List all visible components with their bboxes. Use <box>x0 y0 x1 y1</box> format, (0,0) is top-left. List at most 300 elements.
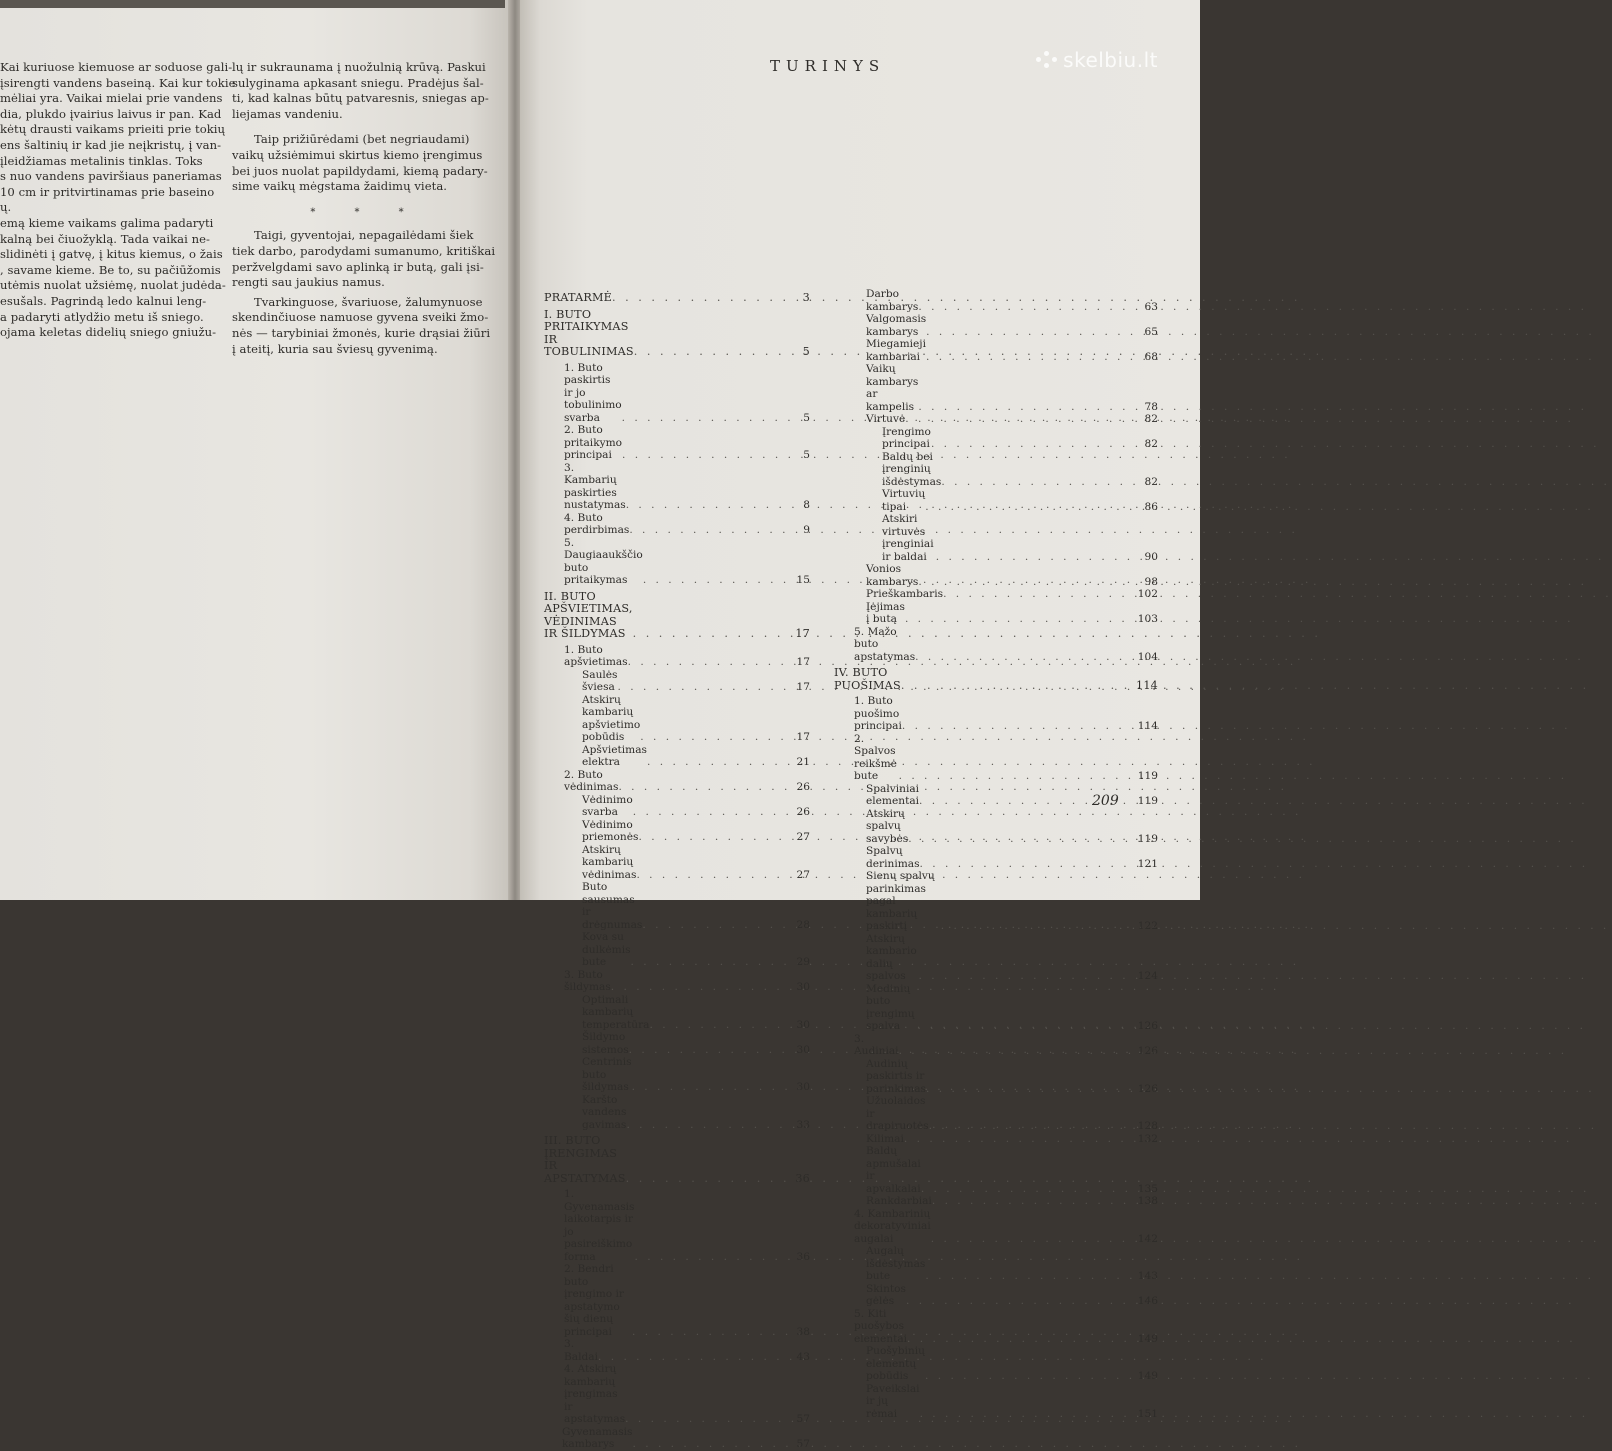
toc-leader-dots <box>628 656 782 669</box>
toc-page-number: 17 <box>796 731 810 743</box>
toc-leader-dots <box>932 1195 1130 1208</box>
watermark <box>1036 48 1158 72</box>
text-line: , savame kieme. Be to, su pačiūžomis <box>0 262 221 277</box>
text-line: 10 cm ir pritvirtinamas prie baseino <box>0 184 215 199</box>
toc-page-number: 103 <box>1137 613 1158 625</box>
toc-page-number: 122 <box>1137 920 1158 932</box>
toc-entry-title: Virtuvių tipai <box>882 488 926 513</box>
toc-leader-dots <box>925 501 1130 514</box>
toc-leader-dots <box>638 831 782 844</box>
toc-entry <box>834 338 1158 363</box>
toc-entry <box>544 819 810 844</box>
toc-entry <box>834 808 1158 846</box>
toc-leader-dots <box>632 1081 782 1094</box>
toc-leader-dots <box>647 756 782 769</box>
toc-entry <box>544 1031 810 1056</box>
toc-entry <box>544 424 810 462</box>
toc-leader-dots <box>598 1351 782 1364</box>
toc-page-number: 82 <box>1144 475 1158 488</box>
toc-entry-title: 4. Atskirų kambarių įrengimas ir apstatymas <box>564 1363 626 1425</box>
toc-entry-title: Augalų išdėstymas bute <box>866 1245 926 1282</box>
toc-entry <box>834 426 1158 451</box>
toc-entry-title: Puošybinių elementų pobūdis <box>866 1345 925 1382</box>
toc-leader-dots <box>626 1119 782 1132</box>
section-separator-stars: * * * <box>310 206 422 218</box>
toc-leader-dots <box>618 681 783 694</box>
toc-entry <box>834 1245 1158 1283</box>
toc-left-column <box>544 288 810 1451</box>
toc-entry-title: Centrinis buto šildymas <box>582 1056 632 1093</box>
toc-entry-title: Spalvų derinimas <box>866 845 920 870</box>
toc-entry-title: III. BUTO ĮRENGIMAS IR APSTATYMAS <box>544 1134 626 1185</box>
toc-page-number: 86 <box>1144 500 1158 513</box>
text-line: a padaryti atlydžio metu iš sniego. <box>0 309 204 324</box>
toc-page-number: 30 <box>796 1043 810 1056</box>
toc-page-number: 119 <box>1137 770 1158 782</box>
toc-page-number: 102 <box>1137 588 1158 600</box>
toc-leader-dots <box>931 1233 1130 1246</box>
toc-page-number: 98 <box>1144 575 1158 588</box>
toc-entry <box>544 931 810 969</box>
text-line: sime vaikų mėgstama žaidimų vieta. <box>232 179 448 194</box>
toc-page-number: 68 <box>1144 350 1158 363</box>
toc-page-number: 126 <box>1137 1045 1158 1057</box>
toc-entry <box>834 626 1158 664</box>
toc-entry <box>834 1033 1158 1058</box>
toc-page-number: 124 <box>1137 970 1158 982</box>
text-line: bei juos nuolat papildydami, kiemą padary- <box>232 163 488 178</box>
text-line: vaikų užsiėmimui skirtus kiemo įrengimus <box>232 147 483 162</box>
toc-entry <box>544 1094 810 1132</box>
toc-entry <box>544 462 810 512</box>
toc-page-number: 128 <box>1137 1120 1158 1132</box>
text-line: sulyginama apkasant sniegu. Pradėjus šal- <box>232 75 484 90</box>
toc-entry-title: Atskiri virtuvės įrenginiai ir baldai <box>882 513 934 563</box>
toc-entry <box>834 733 1158 783</box>
toc-page-number: 149 <box>1137 1332 1158 1345</box>
text-line: s nuo vandens paviršiaus paneriamas <box>0 169 222 184</box>
toc-entry <box>834 1345 1158 1383</box>
toc-entry <box>834 488 1158 513</box>
toc-entry-title: IV. BUTO PUOŠIMAS <box>834 666 901 692</box>
toc-leader-dots <box>622 449 782 462</box>
toc-page-number: 3 <box>802 291 810 304</box>
toc-entry-title: 2. Bendri buto įrengimo ir apstatymo šių dienų principai <box>564 1263 624 1338</box>
text-line: liejamas vandeniu. <box>232 106 343 121</box>
toc-entry <box>834 563 1158 588</box>
toc-page-number: 114 <box>1137 720 1158 732</box>
toc-entry-title: Atskirų kambario dalių spalvos <box>866 932 917 982</box>
toc-entry <box>544 844 810 882</box>
toc-leader-dots <box>636 869 782 882</box>
toc-leader-dots <box>634 1251 782 1264</box>
toc-page-number: 57 <box>796 1438 810 1450</box>
toc-leader-dots <box>631 956 782 969</box>
toc-leader-dots <box>633 628 782 641</box>
toc-entry-title: Audinių paskirtis ir parinkimas <box>866 1057 926 1095</box>
text-line: įsirengti vandens baseiną. Kai kur tokie <box>0 75 236 90</box>
toc-entry <box>544 1056 810 1094</box>
toc-entry-title: 3. Baldai <box>564 1338 598 1363</box>
toc-leader-dots <box>941 476 1130 489</box>
toc-entry <box>544 694 810 744</box>
toc-leader-dots <box>904 1133 1130 1146</box>
toc-entry-title: Vėdinimo svarba <box>582 793 633 818</box>
text-line: peržvelgdami savo aplinką ir butą, gali įsi- <box>232 259 484 274</box>
toc-page-number: 33 <box>796 1118 810 1131</box>
text-line: emą kieme vaikams galima padaryti <box>0 215 214 230</box>
toc-entry <box>834 1095 1158 1133</box>
toc-entry <box>834 513 1158 563</box>
toc-entry-title: Sienų spalvų parinkimas pagal kambarių paskirtį <box>866 870 935 932</box>
toc-entry-title: 4. Buto perdirbimas <box>564 511 630 536</box>
toc-leader-dots <box>629 1044 782 1057</box>
toc-section-entry <box>544 309 810 359</box>
toc-entry-title: Optimali kambarių temperatūra <box>582 993 650 1031</box>
toc-leader-dots <box>920 858 1130 871</box>
toc-entry-title: Rankdarbiai <box>866 1195 932 1207</box>
toc-leader-dots <box>907 1333 1130 1346</box>
toc-entry <box>834 1058 1158 1096</box>
toc-entry-title: Paveikslai ir jų rėmai <box>866 1382 920 1420</box>
toc-leader-dots <box>649 1019 782 1032</box>
toc-entry-title: Apšvietimas elektra <box>582 743 647 768</box>
toc-leader-dots <box>633 806 782 819</box>
toc-page-number: 65 <box>1144 325 1158 338</box>
text-line: ti, kad kalnas būtų patvaresnis, sniegas ap- <box>232 91 489 106</box>
toc-leader-dots <box>926 326 1130 339</box>
toc-leader-dots <box>612 292 782 305</box>
toc-entry <box>544 362 810 425</box>
text-line: utėmis nuolat užsiėmę, nuolat judėda- <box>0 278 226 293</box>
paragraph-yard-care <box>232 132 488 194</box>
toc-leader-dots <box>632 1438 782 1451</box>
toc-page-number: 36 <box>795 1171 810 1185</box>
toc-entry-title: 1. Buto paskirtis ir jo tobulinimo svarba <box>564 361 622 424</box>
toc-entry <box>834 588 1158 601</box>
toc-leader-dots <box>925 1270 1130 1283</box>
toc-entry <box>544 669 810 694</box>
watermark-text: skelbiu.lt <box>1063 48 1158 72</box>
toc-leader-dots <box>917 1020 1130 1033</box>
toc-entry-title: Darbo kambarys <box>866 288 919 313</box>
toc-entry-title: Miegamieji kambariai <box>866 338 926 363</box>
toc-page-number: 43 <box>796 1350 810 1363</box>
toc-entry <box>544 1188 810 1263</box>
toc-entry-title: Šildymo sistemos <box>582 1031 629 1056</box>
toc-entry-title: PRATARMĖ <box>544 291 612 304</box>
toc-page-number: 78 <box>1144 400 1158 413</box>
toc-entry-title: Vonios kambarys <box>866 563 919 588</box>
toc-page-number: 30 <box>796 1018 810 1031</box>
toc-page-number: 27 <box>796 831 810 843</box>
toc-entry-title: Medinių buto įrengimų spalva <box>866 982 915 1032</box>
toc-entry-title: I. BUTO PRITAIKYMAS IR TOBULINIMAS <box>544 307 634 358</box>
toc-page-number: 29 <box>796 956 810 968</box>
toc-leader-dots <box>625 1413 782 1426</box>
toc-entry <box>834 1133 1158 1146</box>
toc-page-number: 15 <box>796 574 810 586</box>
toc-page-number: 149 <box>1137 1370 1158 1382</box>
toc-leader-dots <box>901 680 1130 693</box>
toc-entry <box>834 1308 1158 1346</box>
toc-entry <box>834 845 1158 870</box>
toc-page-number: 104 <box>1137 650 1158 663</box>
toc-entry <box>544 1263 810 1338</box>
toc-entry-title: 2. Spalvos reikšmė bute <box>854 732 897 782</box>
text-line: slidinėti į gatvę, į kitus kiemus, o žais <box>0 247 223 262</box>
page-top-shadow <box>0 0 505 8</box>
toc-entry-title: 5. Kiti puošybos elementai <box>854 1307 908 1345</box>
toc-page-number: 126 <box>1137 1020 1158 1032</box>
toc-entry-title: Saulės šviesa <box>582 668 618 693</box>
text-line: Taigi, gyventojai, nepagailėdami šiek <box>254 228 474 243</box>
toc-entry <box>834 413 1158 426</box>
toc-section-entry <box>834 667 1158 692</box>
toc-entry-title: 5. Daugiaaukščio buto pritaikymas <box>564 536 643 586</box>
skelbiu-logo-icon <box>1036 51 1058 69</box>
toc-section-entry <box>544 1135 810 1185</box>
toc-entry-title: 3. Kambarių paskirties nustatymas <box>564 461 626 511</box>
toc-page-number: 138 <box>1137 1195 1158 1207</box>
toc-leader-dots <box>618 781 782 794</box>
toc-entry <box>544 744 810 769</box>
toc-page-number: 119 <box>1137 795 1158 807</box>
toc-entry-title: 2. Buto pritaikymo principai <box>564 424 623 461</box>
toc-page-number: 57 <box>796 1413 810 1425</box>
text-line: įleidžiamas metalinis tinklas. Toks <box>0 153 203 168</box>
toc-entry-title: Valgomasis kambarys <box>866 313 927 338</box>
left-book-page <box>0 0 510 900</box>
toc-entry <box>544 644 810 669</box>
toc-entry-title: 2. Buto vėdinimas <box>564 768 619 793</box>
toc-leader-dots <box>929 1120 1130 1133</box>
toc-leader-dots <box>908 833 1130 846</box>
toc-leader-dots <box>905 413 1130 426</box>
toc-page-number: 63 <box>1144 300 1158 313</box>
toc-leader-dots <box>905 613 1130 626</box>
toc-page-number: 28 <box>796 918 810 931</box>
toc-leader-dots <box>918 401 1130 414</box>
toc-entry <box>834 1208 1158 1246</box>
text-line: kėtų drausti vaikams prieiti prie tokių <box>0 122 226 137</box>
toc-leader-dots <box>918 576 1130 589</box>
toc-page-number: 142 <box>1137 1232 1158 1245</box>
toc-entry-title: Užuolaidos ir drapiruotės <box>866 1095 929 1132</box>
toc-page-number: 90 <box>1144 550 1158 563</box>
toc-page-number: 27 <box>796 868 810 881</box>
toc-entry <box>544 769 810 794</box>
toc-page-number: 8 <box>803 499 810 511</box>
toc-page-number: 135 <box>1137 1182 1158 1195</box>
toc-page-number: 5 <box>803 449 810 461</box>
toc-entry-title: Įrengimo principai <box>882 425 931 450</box>
toc-entry-title: Kilimai <box>866 1132 904 1145</box>
toc-leader-dots <box>931 438 1130 451</box>
text-line: ojama keletas didelių sniego gniužu- <box>0 325 217 340</box>
toc-leader-dots <box>921 1183 1130 1196</box>
toc-page-number: 132 <box>1137 1132 1158 1145</box>
toc-entry <box>834 1195 1158 1208</box>
page-number: 209 <box>1092 793 1119 809</box>
toc-entry-title: Baldų bei įrenginių išdėstymas <box>882 450 942 488</box>
text-line: rengti sau jaukius namus. <box>232 275 385 290</box>
toc-page-number: 17 <box>796 681 810 693</box>
toc-entry <box>834 870 1158 933</box>
toc-entry-title: 3. Audiniai <box>854 1032 899 1057</box>
toc-page-number: 36 <box>796 1250 810 1263</box>
toc-entry-title: Atskirų kambarių vėdinimas <box>582 843 637 881</box>
toc-leader-dots <box>936 551 1130 564</box>
text-line: dia, plukdo įvairius laivus ir pan. Kad <box>0 106 222 121</box>
toc-entry-title: Karšto vandens gavimas <box>582 1093 627 1131</box>
toc-leader-dots <box>622 412 782 425</box>
text-line: tiek darbo, parodydami sumanumo, kritiškai <box>232 243 496 258</box>
text-line: mėliai yra. Vaikai mielai prie vandens <box>0 91 223 106</box>
toc-entry <box>544 969 810 994</box>
text-line: lų ir sukraunama į nuožulnią krūvą. Paskui <box>232 60 486 74</box>
toc-entry-title: Įėjimas į butą <box>866 600 905 625</box>
toc-leader-dots <box>640 731 782 744</box>
toc-leader-dots <box>943 588 1130 601</box>
toc-leader-dots <box>626 499 782 512</box>
toc-entry <box>834 1383 1158 1421</box>
toc-leader-dots <box>634 346 782 359</box>
toc-page-number: 146 <box>1137 1295 1158 1307</box>
toc-entry-title: Atskirų spalvų savybės <box>866 807 909 845</box>
toc-leader-dots <box>902 720 1130 733</box>
toc-leader-dots <box>920 1408 1130 1421</box>
text-line: Taip prižiūrėdami (bet negriaudami) <box>254 132 470 147</box>
toc-entry-title: 1. Buto apšvietimas <box>564 643 628 668</box>
toc-leader-dots <box>926 351 1130 364</box>
toc-page-number: 119 <box>1137 832 1158 845</box>
toc-section-entry <box>544 292 810 305</box>
toc-leader-dots <box>925 1370 1130 1383</box>
toc-entry-title: 3. Buto šildymas <box>564 968 611 993</box>
toc-entry <box>544 994 810 1032</box>
toc-leader-dots <box>632 1326 782 1339</box>
toc-leader-dots <box>611 981 782 994</box>
toc-entry-title: Vaikų kambarys ar kampelis <box>866 363 919 413</box>
toc-entry <box>834 601 1158 626</box>
toc-page-number: 151 <box>1137 1407 1158 1420</box>
toc-page-number: 82 <box>1144 438 1158 450</box>
toc-entry <box>834 313 1158 338</box>
toc-entry <box>834 933 1158 983</box>
toc-leader-dots <box>643 574 782 587</box>
toc-leader-dots <box>626 1173 782 1186</box>
toc-leader-dots <box>915 651 1130 664</box>
toc-page-number: 26 <box>796 781 810 793</box>
toc-entry <box>834 451 1158 489</box>
toc-leader-dots <box>629 524 782 537</box>
toc-page-number: 114 <box>1136 678 1158 692</box>
toc-entry <box>544 1426 810 1451</box>
toc-leader-dots <box>941 920 1130 933</box>
toc-page-number: 143 <box>1137 1270 1158 1282</box>
toc-entry-title: 1. Gyvenamasis laikotarpis ir jo pasireiškimo forma <box>564 1188 635 1263</box>
toc-page-number: 21 <box>796 756 810 768</box>
text-line: nės — tarybiniai žmonės, kurie drąsiai žiūri <box>232 325 491 340</box>
page-title: TURINYS <box>770 57 886 75</box>
toc-page-number: 5 <box>802 345 810 358</box>
toc-leader-dots <box>899 770 1130 783</box>
toc-entry-title: Skintos gėlės <box>866 1282 906 1307</box>
toc-entry <box>834 1145 1158 1195</box>
toc-entry <box>544 1338 810 1363</box>
left-text-column-b <box>232 60 496 357</box>
toc-entry-title: Vėdinimo priemonės <box>582 818 639 843</box>
toc-entry <box>544 512 810 537</box>
right-book-page <box>520 0 1200 1450</box>
toc-leader-dots <box>899 1045 1130 1058</box>
toc-entry-title: Atskirų kambarių apšvietimo pobūdis <box>582 693 641 743</box>
text-line: ų. <box>0 200 12 215</box>
toc-page-number: 82 <box>1144 413 1158 425</box>
toc-page-number: 9 <box>803 524 810 536</box>
toc-page-number: 126 <box>1137 1082 1158 1095</box>
toc-entry-title: Buto sausumas ir drėgnumas <box>582 881 643 931</box>
toc-page-number: 17 <box>795 627 810 640</box>
toc-entry-title: Baldų apmušalai ir apvalkalai <box>866 1145 921 1195</box>
toc-entry-title: Prieškambaris <box>866 588 944 600</box>
paragraph-residents <box>232 228 496 290</box>
text-line: į ateitį, kuria sau šviesų gyvenimą. <box>232 341 438 356</box>
paragraph-conclusion <box>232 294 491 357</box>
toc-page-number: 30 <box>796 981 810 993</box>
toc-entry-title: 1. Buto puošimo principai <box>854 695 902 732</box>
toc-page-number: 5 <box>803 411 810 424</box>
toc-page-number: 38 <box>796 1325 810 1338</box>
toc-entry-title: Spalviniai elementai <box>866 782 920 807</box>
toc-entry <box>834 983 1158 1033</box>
toc-page-number: 17 <box>796 656 810 668</box>
toc-entry <box>834 288 1158 313</box>
toc-leader-dots <box>919 970 1130 983</box>
toc-entry-title: Gyvenamasis kambarys <box>562 1425 633 1450</box>
text-line: Kai kuriuose kiemuose ar soduose gali- <box>0 60 233 74</box>
text-line: ens šaltinių ir kad jie neįkristų, į van- <box>0 137 222 152</box>
text-line: skendinčiuose namuose gyvena sveiki žmo- <box>232 310 489 325</box>
toc-leader-dots <box>642 919 782 932</box>
toc-page-number: 26 <box>796 806 810 818</box>
toc-entry <box>544 881 810 931</box>
text-line: esušals. Pagrindą ledo kalnui leng- <box>0 293 207 308</box>
toc-entry <box>544 537 810 587</box>
text-line: Tvarkinguose, švariuose, žalumynuose <box>254 294 483 309</box>
toc-entry-title: Kova su dulkėmis bute <box>582 931 631 968</box>
toc-entry <box>544 1363 810 1426</box>
toc-page-number: 30 <box>796 1081 810 1093</box>
text-line: kalną bei čiuožyklą. Tada vaikai ne- <box>0 231 211 246</box>
paragraph-snow-hill <box>232 60 489 122</box>
toc-entry <box>834 1283 1158 1308</box>
left-text-column-a <box>0 60 236 341</box>
toc-entry <box>834 363 1158 413</box>
toc-entry-title: Virtuvė <box>866 413 906 425</box>
toc-page-number: 121 <box>1137 857 1158 870</box>
toc-entry <box>834 695 1158 733</box>
toc-entry-title: 4. Kambarinių dekoratyviniai augalai <box>854 1207 931 1245</box>
toc-leader-dots <box>906 1295 1130 1308</box>
toc-entry-title: II. BUTO APŠVIETIMAS, VĖDINIMAS IR ŠILDYMAS <box>544 589 633 640</box>
toc-right-column <box>834 288 1158 1420</box>
toc-leader-dots <box>918 301 1130 314</box>
toc-entry <box>544 794 810 819</box>
toc-entry-title: 5. Mažo buto apstatymas <box>854 625 916 663</box>
toc-section-entry <box>544 591 810 641</box>
